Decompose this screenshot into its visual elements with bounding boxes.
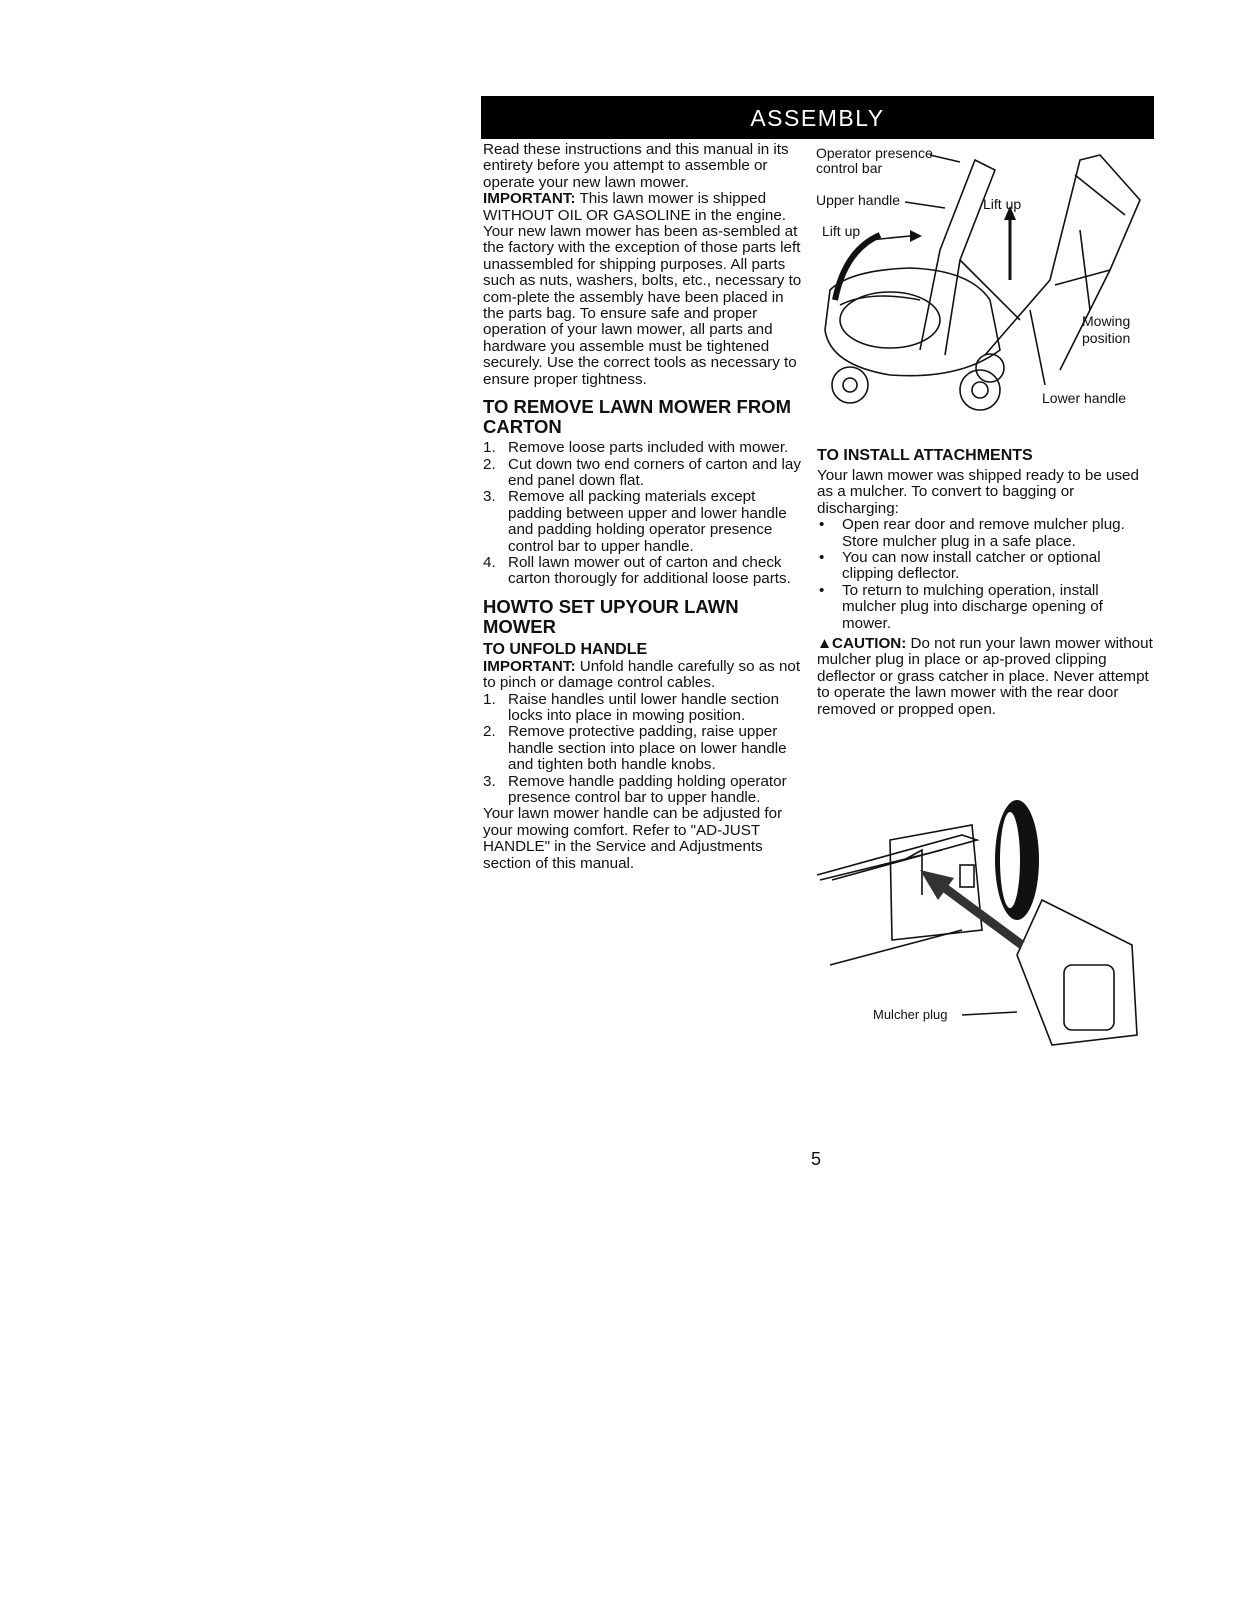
step-number: 3. — [483, 488, 496, 506]
intro-paragraph: Read these instructions and this manual in its entirety before you attempt to assemble or operate your new lawn mower. — [483, 141, 789, 191]
heading-install-attachments: TO INSTALL ATTACHMENTS — [817, 447, 1033, 464]
page-number: 5 — [811, 1149, 822, 1169]
rear-wheel-2-shape — [976, 354, 1004, 382]
list-item — [483, 489, 805, 555]
plug-face-shape — [1064, 965, 1114, 1030]
list-item — [483, 440, 805, 456]
handle-folded-shape — [920, 160, 995, 355]
label-lower-handle: Lower handle — [1042, 390, 1127, 406]
handle-rod-shape — [817, 835, 977, 880]
label-mowing: Mowing — [1082, 313, 1131, 329]
closing-paragraph: Your lawn mower handle can be adjusted for your mowing comfort. Refer to "AD-JUST HANDLE" in the Service and Adjustments section of this manual. — [483, 805, 783, 872]
bullet-text: Open rear door and remove mulcher plug. Store mulcher plug in a safe place. — [842, 516, 1125, 550]
warning-icon: ▲ — [817, 635, 833, 653]
attachments-intro: Your lawn mower was shipped ready to be used as a mulcher. To convert to bagging or discharging: — [817, 467, 1139, 517]
left-column — [483, 142, 805, 872]
step-text: Raise handles until lower handle section locks into place in mowing position. — [508, 690, 780, 724]
label-upper-handle: Upper handle — [816, 192, 901, 208]
mower-handle-illustration — [810, 140, 1150, 415]
list-item — [817, 583, 1155, 632]
important-note-2 — [483, 659, 805, 692]
step-number: 2. — [483, 455, 496, 473]
deck-edge-line — [840, 296, 920, 305]
mulcher-plug-illustration — [812, 780, 1148, 1065]
deck-dome-shape — [840, 292, 940, 348]
door-latch-shape — [960, 865, 974, 887]
subheading-unfold-handle: TO UNFOLD HANDLE — [483, 640, 648, 658]
rear-wheel-shape — [960, 370, 1000, 410]
mower-handle-figure — [810, 140, 1150, 415]
step-text: Cut down two end corners of carton and lay end panel down flat. — [508, 455, 801, 489]
step-text: Remove all packing materials except padding between upper and lower handle and padding holding operator presence control bar to upper handle. — [508, 488, 787, 555]
step-text: Remove handle padding holding operator presence control bar to upper handle. — [508, 772, 787, 806]
important-text: Unfold handle carefully so as not to pinch or damage control cables. — [483, 657, 801, 692]
right-column — [817, 447, 1155, 718]
front-wheel-shape — [832, 367, 868, 403]
list-item — [483, 724, 805, 773]
bullet-text: To return to mulching operation, install mulcher plug into discharge opening of mower. — [842, 581, 1103, 632]
step-number: 3. — [483, 772, 496, 790]
arrow-head-left — [910, 230, 922, 242]
lower-handle-pointer-line — [1030, 310, 1045, 385]
heading-remove-from-carton: TO REMOVE LAWN MOWER FROM CARTON — [483, 396, 791, 438]
caution-note — [817, 636, 1155, 718]
front-hub-shape — [843, 378, 857, 392]
label-lift-up-right: Lift up — [983, 196, 1022, 212]
mower-deck-shape — [825, 268, 1000, 376]
plug-body-shape — [1017, 900, 1137, 1045]
step-text: Remove protective padding, raise upper handle section into place on lower handle and tighten both handle knobs. — [508, 723, 787, 774]
attachment-bullets — [817, 517, 1155, 632]
label-operator-presence: Operator presence — [816, 145, 933, 161]
rear-hub-shape — [972, 382, 988, 398]
list-item — [483, 555, 805, 588]
unfold-steps-list — [483, 692, 805, 807]
list-item — [483, 457, 805, 490]
mowing-pointer-line — [1080, 230, 1090, 310]
label-position: position — [1082, 330, 1131, 346]
mulcher-pointer-line — [962, 1012, 1017, 1015]
section-banner: ASSEMBLY — [481, 96, 1154, 139]
upper-handle-pointer-line — [905, 202, 945, 208]
wheel-rim-shape — [1000, 812, 1020, 908]
bullet-text: You can now install catcher or optional clipping deflector. — [842, 549, 1101, 583]
step-number: 1. — [483, 690, 496, 708]
step-text: Roll lawn mower out of carton and check carton thorougly for additional loose parts. — [508, 553, 791, 588]
list-item — [483, 692, 805, 725]
bullet-glyph: • — [819, 516, 825, 534]
label-mulcher-plug: Mulcher plug — [873, 1007, 948, 1022]
list-item — [817, 517, 1155, 550]
step-text: Remove loose parts included with mower. — [508, 439, 789, 457]
remove-steps-list — [483, 440, 805, 588]
list-item — [483, 774, 805, 807]
assembly-paragraph: Your new lawn mower has been as-sembled at the factory with the exception of those parts left unassembled for shipping purposes. All parts such as nuts, washers, bolts, etc., necessary to com-plete the assembly have been placed in the parts bag. To ensure safe and proper operation of your lawn mower, all parts and hardware you assemble must be tightened securely. Use the correct tools as necessary to ensure proper tightness. — [483, 223, 802, 388]
handle-cross-line — [1055, 270, 1110, 285]
important-label: IMPORTANT: — [483, 657, 576, 675]
step-number: 1. — [483, 439, 496, 457]
important-label: IMPORTANT: — [483, 190, 576, 208]
control-bar-line — [1075, 175, 1125, 215]
step-number: 2. — [483, 723, 496, 741]
step-number: 4. — [483, 553, 496, 571]
mulcher-plug-figure — [812, 780, 1148, 1065]
important-text: This lawn mower is shipped WITHOUT OIL OR GASOLINE in the engine. — [483, 190, 787, 224]
list-item — [817, 550, 1155, 583]
caution-label: CAUTION: — [832, 635, 907, 653]
caution-text: Do not run your lawn mower without mulcher plug in place or ap-proved clipping deflector or grass catcher in place. Never attempt to operate the lawn mower with the rear door removed or propped open. — [817, 635, 1153, 718]
bullet-glyph: • — [819, 581, 825, 599]
bullet-glyph: • — [819, 549, 825, 567]
operator-pointer-line — [930, 155, 960, 162]
important-note — [483, 191, 805, 224]
deck-edge-line — [830, 930, 962, 965]
lift-arrow-curve — [835, 235, 880, 300]
heading-setup: HOWTO SET UPYOUR LAWN MOWER — [483, 595, 739, 637]
label-lift-up-left: Lift up — [822, 223, 861, 239]
label-control-bar: control bar — [816, 160, 883, 176]
